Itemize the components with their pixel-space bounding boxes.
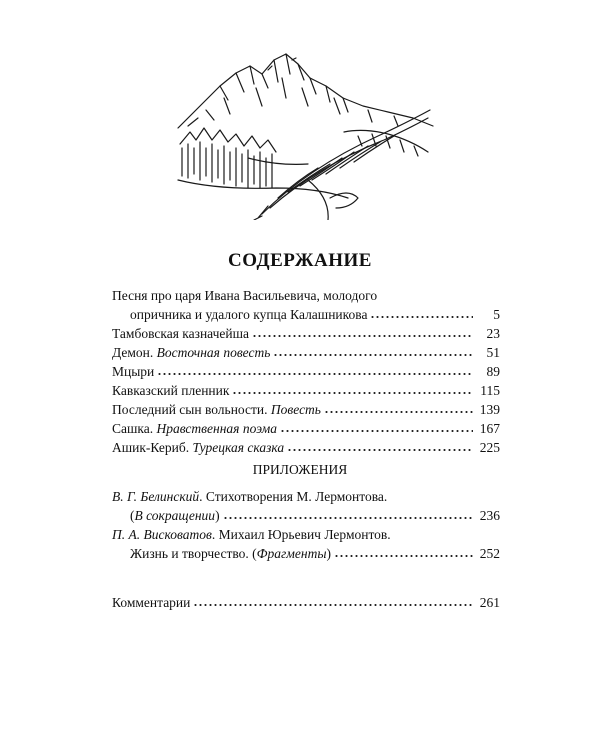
toc-entry-title: опричника и удалого купца Калашникова — [130, 307, 368, 322]
appendix-heading: ПРИЛОЖЕНИЯ — [252, 462, 348, 477]
dot-leader — [334, 554, 473, 558]
dot-leader — [232, 391, 473, 395]
toc-page-number: 89 — [486, 364, 500, 379]
toc-entry-mtsyri[interactable] — [112, 362, 500, 381]
toc-entry-sashka[interactable] — [112, 419, 500, 438]
appendix-author: В. Г. Белинский — [112, 489, 200, 504]
dot-leader — [370, 315, 473, 319]
contents-list — [112, 286, 500, 457]
toc-page-number: 139 — [479, 402, 500, 417]
dot-leader — [193, 603, 473, 607]
toc-page-number: 5 — [493, 307, 500, 322]
appendix-page-number: 252 — [479, 546, 500, 561]
toc-page-number: 115 — [480, 383, 500, 398]
appendix-entry-viskovatov[interactable] — [112, 525, 500, 544]
toc-entry-title: Тамбовская казначейша — [112, 326, 250, 341]
toc-entry-tambovskaya[interactable] — [112, 324, 500, 343]
appendix-entry-viskovatov-cont[interactable] — [112, 544, 500, 563]
appendix-list — [112, 487, 500, 612]
toc-entry-title: Последний сын вольности. Повесть — [112, 402, 321, 417]
toc-entry-comments[interactable] — [112, 593, 500, 612]
toc-entry-demon[interactable] — [112, 343, 500, 362]
appendix-entry-title: В. Г. Белинский. Стихотворения М. Лермонтова. — [112, 489, 388, 504]
toc-page-number: 167 — [479, 421, 500, 436]
dot-leader — [157, 372, 473, 376]
mountain-feather-illustration — [158, 48, 448, 220]
toc-entry-posledny[interactable] — [112, 400, 500, 419]
toc-entry-subtitle: Повесть — [270, 402, 321, 417]
appendix-entry-title: Жизнь и творчество. (Фрагменты) — [130, 546, 331, 561]
toc-entry-pesnya[interactable] — [112, 286, 500, 305]
toc-entry-title: Комментарии — [112, 595, 191, 610]
appendix-entry-title: П. А. Висковатов. Михаил Юрьевич Лермонтов. — [112, 527, 391, 542]
toc-entry-pesnya-cont[interactable] — [112, 305, 500, 324]
appendix-entry-belinsky-cont[interactable] — [112, 506, 500, 525]
toc-page-number: 51 — [486, 345, 500, 360]
dot-leader — [252, 334, 473, 338]
dot-leader — [280, 429, 473, 433]
toc-entry-subtitle: Восточная повесть — [156, 345, 271, 360]
toc-page-number: 23 — [486, 326, 500, 341]
toc-entry-subtitle: Турецкая сказка — [192, 440, 285, 455]
toc-entry-title: Ашик-Кериб. Турецкая сказка — [112, 440, 285, 455]
toc-entry-ashik-kerib[interactable] — [112, 438, 500, 457]
toc-entry-title: Сашка. Нравственная поэма — [112, 421, 277, 436]
contents-title: СОДЕРЖАНИЕ — [228, 250, 372, 271]
toc-entry-title: Песня про царя Ивана Васильевича, молодого — [112, 288, 378, 303]
dot-leader — [324, 410, 473, 414]
toc-page-number: 225 — [479, 440, 500, 455]
toc-page-number: 261 — [479, 595, 500, 610]
toc-entry-title: Кавказский пленник — [112, 383, 230, 398]
toc-entry-kavkazsky[interactable] — [112, 381, 500, 400]
appendix-entry-title: (В сокращении) — [130, 508, 220, 523]
toc-entry-subtitle: Нравственная поэма — [156, 421, 277, 436]
toc-entry-title: Демон. Восточная повесть — [112, 345, 271, 360]
appendix-entry-belinsky[interactable] — [112, 487, 500, 506]
dot-leader — [273, 353, 473, 357]
appendix-page-number: 236 — [479, 508, 500, 523]
toc-entry-title: Мцыри — [112, 364, 155, 379]
appendix-author: П. А. Висковатов — [112, 527, 212, 542]
dot-leader — [223, 516, 473, 520]
dot-leader — [287, 448, 473, 452]
